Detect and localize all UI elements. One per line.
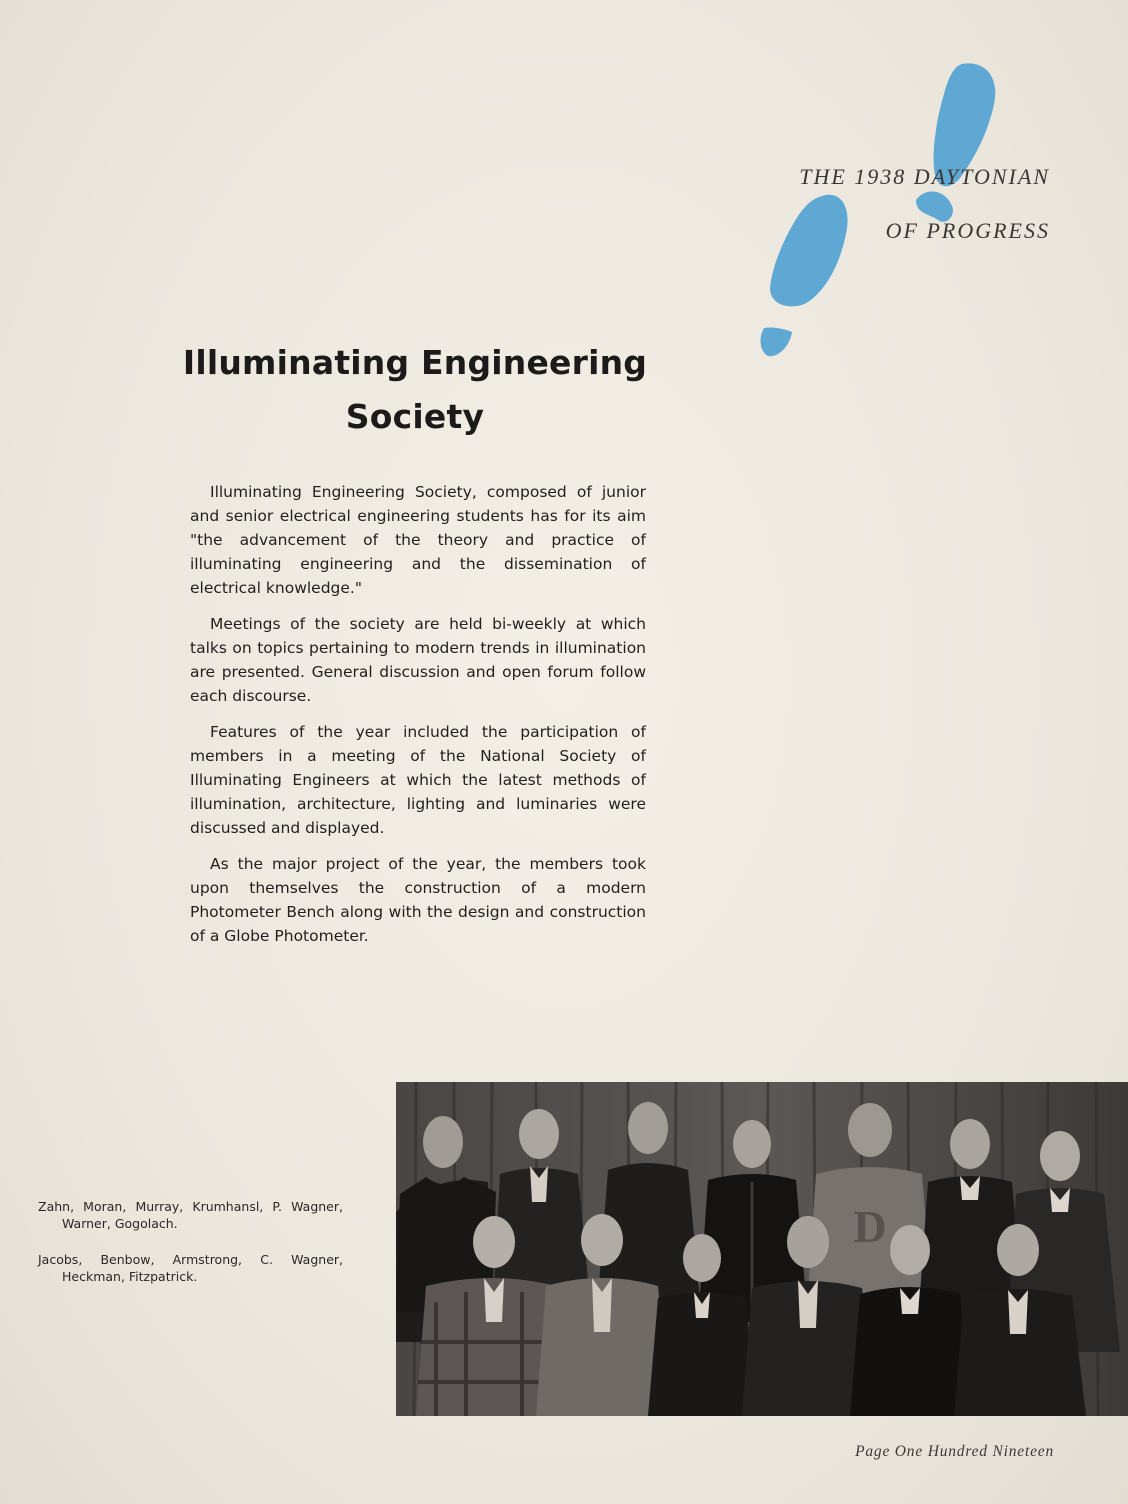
page-number: Page One Hundred Nineteen [855,1443,1054,1460]
group-photo [396,1082,1128,1416]
article-body [190,480,646,960]
header-line-2: OF PROGRESS [885,218,1050,243]
paragraph-4: As the major project of the year, the members took upon themselves the construction of a modern Photometer Bench along with the design and construction of a Globe Photometer. [190,855,646,945]
caption-back-row: Zahn, Moran, Murray, Krumhansl, P. Wagner, Warner, Gogolach. [38,1199,343,1231]
title-line-1: Illuminating Engineering [182,343,648,382]
header-line-1: THE 1938 DAYTONIAN [799,164,1050,189]
sweater-letter: D [853,1201,887,1252]
caption-front-row: Jacobs, Benbow, Armstrong, C. Wagner, Heckman, Fitzpatrick. [38,1252,343,1284]
paragraph-2: Meetings of the society are held bi-weekly at which talks on topics pertaining to modern trends in illumination are presented. General discussion and open forum follow each discourse. [190,615,646,705]
paragraph-3: Features of the year included the participation of members in a meeting of the National Society of Illuminating Engineers at which the latest methods of illumination, architecture, lighting and luminaries were discussed and displayed. [190,723,646,837]
group-photo-illustration [396,1082,1128,1416]
paragraph-1: Illuminating Engineering Society, composed of junior and senior electrical engineering students has for its aim "the advancement of the theory and practice of illuminating engineering and the dissemination of electrical knowledge." [190,483,646,597]
photo-captions [38,1198,343,1304]
page-title [170,336,660,444]
title-line-2: Society [345,397,485,436]
yearbook-header [799,150,1050,258]
